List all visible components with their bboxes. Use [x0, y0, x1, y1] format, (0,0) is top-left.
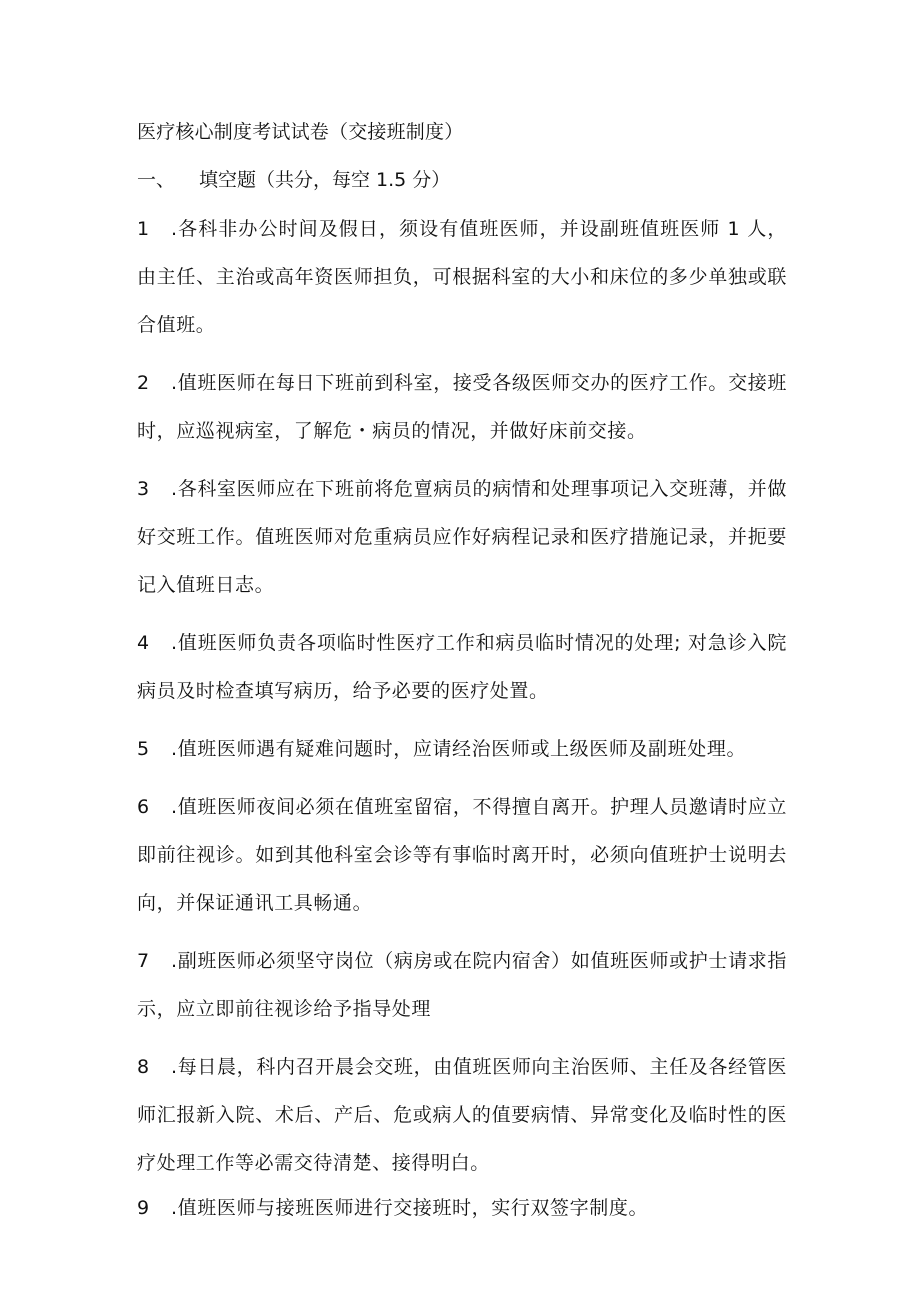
question-item [137, 205, 787, 349]
question-text: .值班医师在每日下班前到科室，接受各级医师交办的医疗工作。交接班时，应巡视病室，了解危・病员的情况，并做好床前交接。 [137, 372, 787, 442]
question-text: .副班医师必须坚守岗位（病房或在院内宿舍）如值班医师或护士请求指示，应立即前往视诊给予指导处理 [137, 950, 787, 1020]
section-heading [137, 166, 787, 195]
section-number: 一、 [137, 169, 176, 191]
question-item [137, 725, 787, 773]
question-item [137, 783, 787, 927]
question-item [137, 619, 787, 715]
question-number: 6 [137, 796, 150, 818]
question-item [137, 1043, 787, 1187]
question-number: 3 [137, 478, 150, 500]
question-number: 1 [137, 218, 150, 240]
question-number: 8 [137, 1056, 150, 1078]
question-text: .各科室医师应在下班前将危亶病员的病情和处理事项记入交班薄，并做好交班工作。值班医师对危重病员应作好病程记录和医疗措施记录，并扼要记入值班日志。 [137, 478, 787, 596]
document-body [137, 118, 787, 1232]
question-item [137, 359, 787, 455]
question-text: .值班医师夜间必须在值班室留宿，不得擅自离开。护理人员邀请时应立即前往视诊。如到其他科室会诊等有事临时离开时，必须向值班护士说明去向，并保证通讯工具畅通。 [137, 796, 787, 914]
question-item [137, 1184, 787, 1232]
question-number: 7 [137, 950, 150, 972]
question-text: .值班医师遇有疑难问题时，应请经治医师或上级医师及副班处理。 [171, 738, 747, 760]
question-number: 9 [137, 1197, 150, 1219]
question-text: .各科非办公时间及假日，须设有值班医师，并设副班值班医师 1 人，由主任、主治或高年资医师担负，可根据科室的大小和床位的多少单独或联合值班。 [137, 218, 787, 336]
question-number: 5 [137, 738, 150, 760]
question-item [137, 937, 787, 1033]
question-text: .每日晨，科内召开晨会交班，由值班医师向主治医师、主任及各经管医师汇报新入院、术后、产后、危或病人的值要病情、异常变化及临时性的医疗处理工作等必需交待清楚、接得明白。 [137, 1056, 787, 1174]
question-text: .值班医师负责各项临时性医疗工作和病员临时情况的处理; 对急诊入院病员及时检查填写病历，给予必要的医疗处置。 [137, 632, 787, 702]
question-number: 4 [137, 632, 150, 654]
question-number: 2 [137, 372, 150, 394]
question-item [137, 465, 787, 609]
section-label: 填空题（共分，每空 1.5 分） [199, 169, 451, 191]
document-title: 医疗核心制度考试试卷（交接班制度） [137, 121, 464, 143]
question-text: .值班医师与接班医师进行交接班时，实行双签字制度。 [171, 1197, 649, 1219]
